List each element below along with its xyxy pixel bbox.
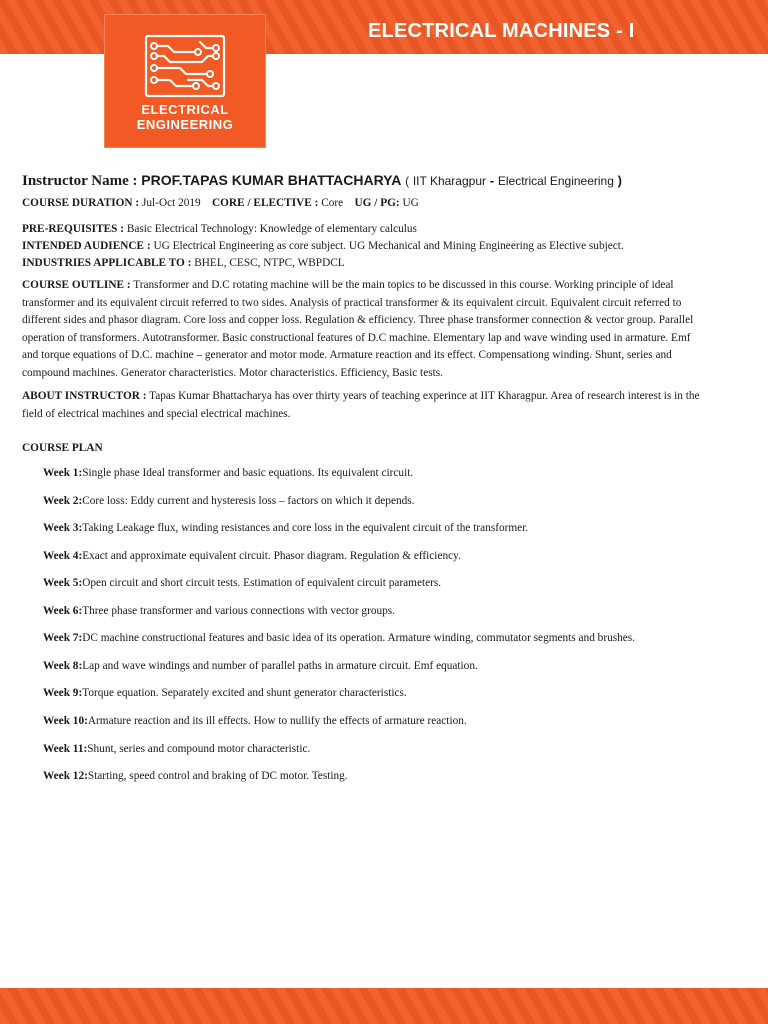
duration-value: Jul-Oct 2019 — [142, 197, 201, 209]
week-text: Starting, speed control and braking of DC motor. Testing. — [87, 770, 348, 782]
week-item — [43, 576, 441, 590]
week-label: Week 6: — [43, 605, 83, 617]
week-item — [43, 714, 467, 728]
week-label: Week 7: — [43, 632, 83, 644]
instructor-separator: - — [489, 173, 495, 188]
week-label: Week 12: — [43, 770, 88, 782]
week-label: Week 5: — [43, 577, 83, 589]
week-item — [43, 742, 310, 756]
week-label: Week 11: — [43, 743, 88, 755]
prerequisites-label: PRE-REQUISITES : — [22, 223, 125, 235]
instructor-line — [22, 172, 622, 190]
duration-label: COURSE DURATION : — [22, 197, 140, 209]
week-text: Lap and wave windings and number of parallel paths in armature circuit. Emf equation. — [82, 660, 478, 672]
core-elective-value: Core — [321, 197, 344, 209]
footer-band — [0, 988, 768, 1024]
level-value: UG — [402, 197, 419, 209]
week-text: Single phase Ideal transformer and basic equations. Its equivalent circuit. — [82, 467, 414, 479]
week-label: Week 9: — [43, 687, 83, 699]
course-duration-row — [22, 196, 419, 210]
intended-audience-row — [22, 239, 624, 253]
week-item — [43, 521, 528, 535]
week-item — [43, 604, 395, 618]
week-item — [43, 686, 407, 700]
week-text: DC machine constructional features and basic idea of its operation. Armature winding, commutator segments and brushes. — [82, 632, 636, 644]
department-logo — [104, 14, 266, 148]
course-plan-title: COURSE PLAN — [22, 442, 103, 454]
week-item — [43, 466, 413, 480]
logo-text-engineering: ENGINEERING — [136, 117, 234, 132]
week-text: Core loss: Eddy current and hysteresis loss – factors on which it depends. — [82, 495, 415, 507]
course-title: ELECTRICAL MACHINES - I — [368, 20, 635, 42]
instructor-department: Electrical Engineering — [497, 174, 614, 188]
week-text: Armature reaction and its ill effects. How to nullify the effects of armature reaction. — [87, 715, 467, 727]
week-label: Week 8: — [43, 660, 83, 672]
week-text: Torque equation. Separately excited and shunt generator characteristics. — [82, 687, 407, 699]
instructor-label: Instructor Name : — [22, 173, 138, 189]
week-item — [43, 549, 461, 563]
course-outline — [22, 277, 708, 382]
instructor-name: PROF.TAPAS KUMAR BHATTACHARYA — [141, 172, 402, 188]
week-label: Week 2: — [43, 495, 83, 507]
instructor-open-paren: ( — [405, 174, 410, 188]
core-elective-label: CORE / ELECTIVE : — [211, 197, 319, 209]
week-label: Week 4: — [43, 550, 83, 562]
industries-row — [22, 256, 345, 270]
about-instructor — [22, 388, 708, 423]
week-text: Shunt, series and compound motor characteristic. — [87, 743, 311, 755]
about-text: Tapas Kumar Bhattacharya has over thirty years of teaching experince at IIT Kharagpur. Area of research interest is in the field of electrical machines and special electrical machines. — [22, 390, 700, 420]
logo-text-electrical: ELECTRICAL — [141, 102, 229, 117]
instructor-close-paren: ) — [617, 173, 622, 188]
week-item — [43, 494, 415, 508]
week-label: Week 10: — [43, 715, 88, 727]
week-text: Taking Leakage flux, winding resistances and core loss in the equivalent circuit of the transformer. — [82, 522, 529, 534]
week-label: Week 1: — [43, 467, 83, 479]
industries-label: INDUSTRIES APPLICABLE TO : — [22, 257, 192, 269]
circuit-board-icon — [140, 34, 230, 98]
audience-label: INTENDED AUDIENCE : — [22, 240, 151, 252]
week-item — [43, 659, 478, 673]
about-label: ABOUT INSTRUCTOR : — [22, 390, 147, 402]
outline-label: COURSE OUTLINE : — [22, 279, 131, 291]
week-text: Open circuit and short circuit tests. Estimation of equivalent circuit parameters. — [82, 577, 442, 589]
week-label: Week 3: — [43, 522, 83, 534]
week-item — [43, 631, 635, 645]
prerequisites-row — [22, 222, 417, 236]
level-label: UG / PG: — [354, 197, 400, 209]
audience-value: UG Electrical Engineering as core subject. UG Mechanical and Mining Engineering as Elective subject. — [153, 240, 624, 252]
week-text: Exact and approximate equivalent circuit. Phasor diagram. Regulation & efficiency. — [82, 550, 461, 562]
week-text: Three phase transformer and various connections with vector groups. — [82, 605, 395, 617]
instructor-institute: IIT Kharagpur — [412, 174, 486, 188]
industries-value: BHEL, CESC, NTPC, WBPDCL — [194, 257, 345, 269]
prerequisites-value: Basic Electrical Technology: Knowledge of elementary calculus — [126, 223, 417, 235]
outline-text: Transformer and D.C rotating machine will be the main topics to be discussed in this course. Working principle of ideal transformer and its equivalent circuit referred to two sides. Analysis of practical transformer & its equivalent circuit. Equivalent circuit referred to different sides and phasor diagram. Core loss and copper loss. Regulation & efficiency. Three phase transformer connection & vector group. Parallel operation of transformers. Autotransformer. Basic constructional features of D.C machine. Elementary lap and wave winding used in armature. Emf and torque equations of D.C. machine – generator and motor mode. Armature reaction and its effect. Compensationg winding. Shunt, series and compound machines. Generator characteristics. Motor characteristics. Efficiency, Basic tests. — [22, 279, 694, 379]
week-item — [43, 769, 348, 783]
